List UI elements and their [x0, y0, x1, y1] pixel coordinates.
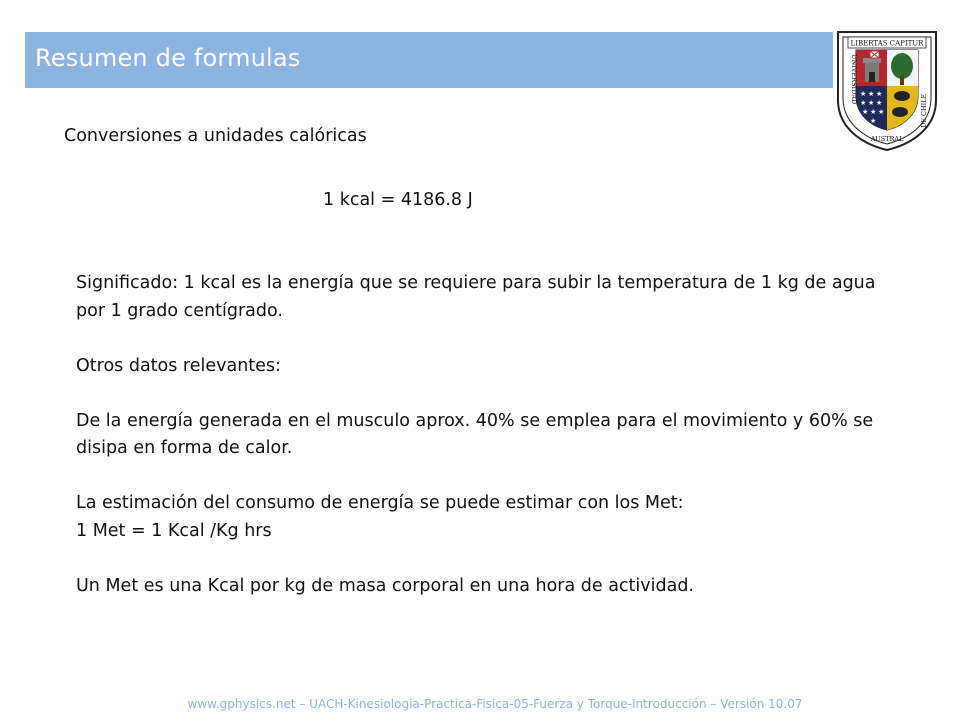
svg-text:★: ★: [868, 99, 875, 107]
body-text: [76, 270, 876, 600]
footer-credit: www.gphysics.net – UACH-Kinesiologia-Practica-Fisica-05-Fuerza y Torque-Introducción – Versión 10.07: [187, 697, 803, 711]
svg-text:★: ★: [860, 90, 867, 98]
paragraph-met-formula: 1 Met = 1 Kcal /Kg hrs: [76, 520, 272, 541]
title-bar: [25, 32, 833, 88]
paragraph-muscle: De la energía generada en el musculo aprox. 40% se emplea para el movimiento y 60% se disipa en forma de calor.: [76, 410, 874, 458]
svg-text:★: ★: [870, 117, 877, 125]
svg-text:★: ★: [868, 90, 875, 98]
logo-motto: LIBERTAS CAPITUR: [850, 39, 924, 48]
logo-ring-right: DE CHILE: [920, 93, 928, 128]
svg-text:★: ★: [860, 99, 867, 107]
svg-text:★: ★: [876, 90, 883, 98]
paragraph-met-estimate: La estimación del consumo de energía se puede estimar con los Met:: [76, 493, 684, 513]
svg-text:★: ★: [878, 108, 885, 116]
conversion-equation: 1 kcal = 4186.8 J: [323, 190, 473, 210]
logo-ring-left: UNIVERSIDAD: [850, 54, 858, 105]
svg-text:★: ★: [870, 108, 877, 116]
paragraph-meaning: Significado: 1 kcal es la energía que se requiere para subir la temperatura de 1 kg de agua por 1 grado centígrado.: [76, 273, 876, 321]
university-crest-logo: [834, 28, 940, 152]
paragraph-other-heading: Otros datos relevantes:: [76, 355, 281, 376]
svg-text:★: ★: [876, 99, 883, 107]
slide-title: Resumen de formulas: [35, 44, 301, 72]
section-subtitle: Conversiones a unidades calóricas: [64, 126, 367, 146]
paragraph-met-definition: Un Met es una Kcal por kg de masa corporal en una hora de actividad.: [76, 575, 694, 596]
logo-ring-bottom: AUSTRAL: [870, 135, 904, 143]
svg-text:★: ★: [862, 108, 869, 116]
